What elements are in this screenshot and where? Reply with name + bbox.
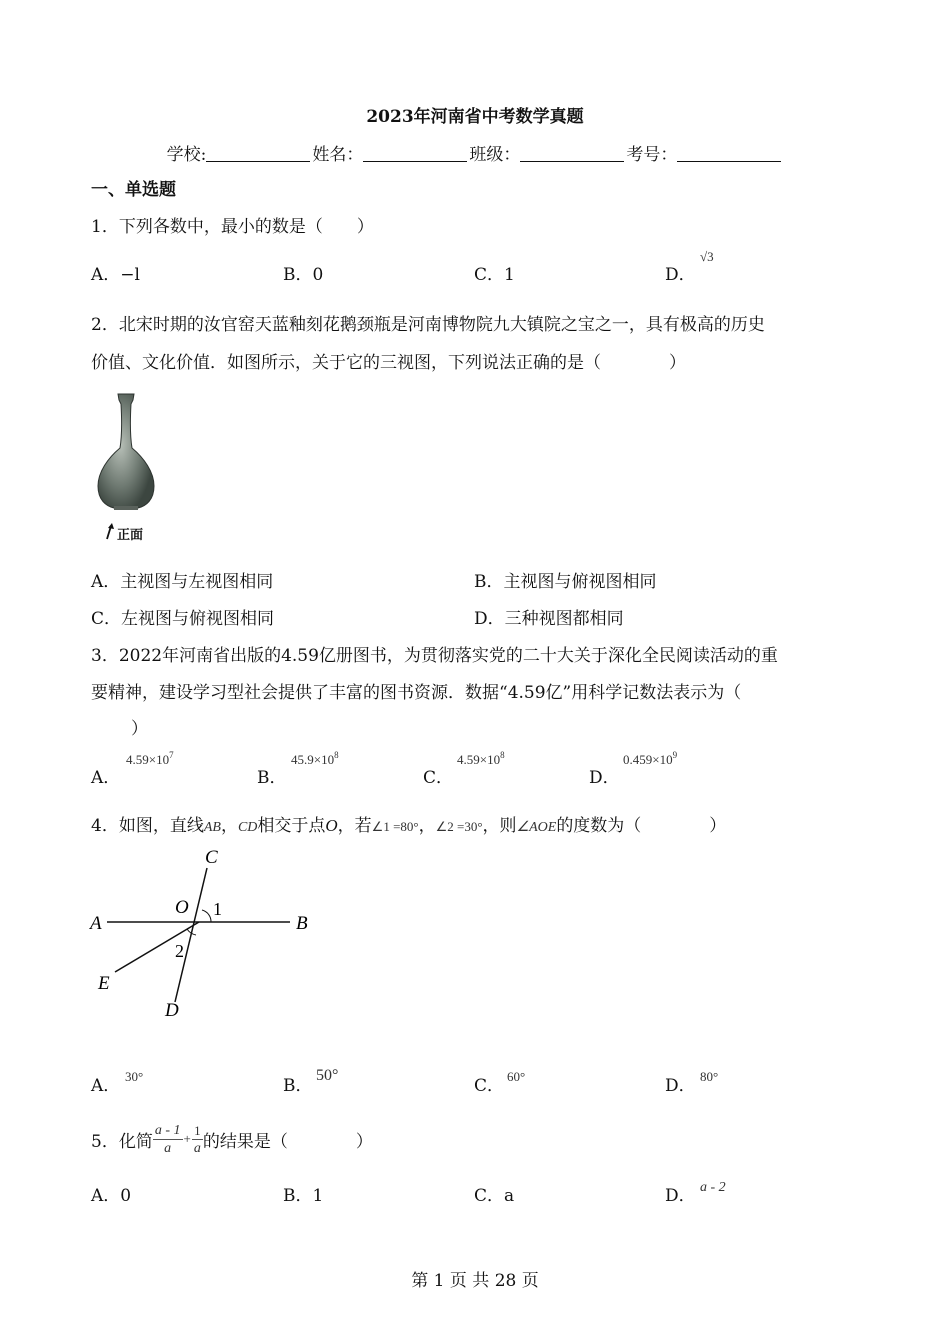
q3-option-b: B．	[257, 768, 287, 788]
label-e: E	[98, 973, 110, 994]
q5-option-d: D．	[665, 1186, 696, 1206]
q4-option-d: D．	[665, 1076, 696, 1096]
q3-option-c: C．	[423, 768, 454, 788]
q2-option-c: C．左视图与俯视图相同	[91, 609, 275, 629]
label-2: 2	[175, 941, 184, 961]
q4-math-angle2: ∠2 =30°	[435, 819, 483, 834]
q5-fraction-1: $\frac{a - 1}{a}$	[154, 1122, 181, 1156]
name-label: 姓名：	[312, 145, 364, 165]
question-2-line-2: 价值、文化价值．如图所示，关于它的三视图，下列说法正确的是（ ）	[91, 353, 686, 373]
question-3-line-3: ）	[131, 719, 148, 739]
page-title: 2023年河南省中考数学真题	[366, 107, 584, 127]
q4-math-o: O	[325, 816, 338, 835]
q4-option-d-math: 80°	[700, 1069, 719, 1084]
question-5-text: 5．化简 $\frac{a - 1}{a}$ + $\frac{1}{a}$ 的结果是（ ）	[91, 1122, 373, 1156]
q1-option-b: B．0	[283, 265, 324, 285]
school-blank	[206, 147, 310, 162]
q3-option-c-math: $4.59\times 10^8$	[457, 750, 505, 767]
q3-option-b-math: $45.9\times 10^8$	[291, 750, 339, 767]
q4-option-b-math: 50°	[316, 1067, 339, 1084]
vase-image	[94, 392, 164, 542]
exam-number-blank	[677, 147, 781, 162]
label-o: O	[175, 897, 189, 918]
q4-option-b: B．	[283, 1076, 313, 1096]
student-info-line	[0, 140, 950, 165]
q5-option-d-math: a - 2	[700, 1180, 726, 1195]
q4-option-c-math: 60°	[507, 1069, 526, 1084]
question-2-line-1: 2．北宋时期的汝官窑天蓝釉刻花鹅颈瓶是河南博物院九大镇院之宝之一，具有极高的历史	[91, 315, 765, 335]
label-1: 1	[213, 899, 222, 919]
page-footer: 第 1 页 共 28 页	[411, 1271, 539, 1291]
q2-option-b: B．主视图与俯视图相同	[474, 572, 657, 592]
geometry-figure	[85, 840, 325, 1030]
question-4-text: 4．如图，直线AB，CD相交于点O，若∠1 =80°，∠2 =30°，则∠AOE的度数为（ ）	[91, 816, 727, 836]
label-c: C	[205, 847, 218, 868]
q3-option-d-math: $0.459\times 10^9$	[623, 750, 678, 767]
q5-plus: +	[183, 1131, 191, 1146]
label-a: A	[90, 913, 102, 934]
label-d: D	[165, 1000, 179, 1021]
q3-option-a: A．	[91, 768, 121, 788]
q1-option-d: D．	[665, 265, 696, 285]
q4-option-a-math: 30°	[125, 1069, 144, 1084]
q3-option-a-math: $4.59\times 10^7$	[126, 750, 174, 767]
q5-fraction-2: $\frac{1}{a}$	[193, 1122, 201, 1156]
q4-math-cd: CD	[237, 820, 258, 835]
q4-option-c: C．	[474, 1076, 505, 1096]
q1-option-c: C．1	[474, 265, 515, 285]
vase-image-caption: 正面	[117, 528, 144, 543]
class-label: 班级：	[469, 145, 521, 165]
question-3-line-1: 3．2022年河南省出版的4.59亿册图书，为贯彻落实党的二十大关于深化全民阅读活动的重	[91, 646, 778, 666]
arrow-up-icon	[104, 522, 116, 540]
q2-option-a: A．主视图与左视图相同	[91, 572, 274, 592]
q5-option-a: A．0	[91, 1186, 132, 1206]
name-blank	[363, 147, 467, 162]
q4-option-a: A．	[91, 1076, 121, 1096]
question-3-line-2: 要精神，建设学习型社会提供了丰富的图书资源．数据“4.59亿”用科学记数法表示为（	[91, 683, 742, 703]
q4-math-aoe: ∠AOE	[516, 820, 557, 835]
q5-option-b: B．1	[283, 1186, 324, 1206]
label-b: B	[296, 913, 308, 934]
exam-number-label: 考号：	[626, 145, 678, 165]
q1-option-d-math: √3	[700, 249, 714, 264]
q1-option-a: A．−l	[91, 265, 140, 285]
question-1-text: 1．下列各数中，最小的数是（ ）	[91, 217, 374, 237]
line-cd	[175, 868, 207, 1002]
class-blank	[520, 147, 624, 162]
q4-math-angle1: ∠1 =80°	[371, 819, 419, 834]
q5-option-c: C．a	[474, 1186, 515, 1206]
school-label: 学校:	[166, 145, 207, 165]
q2-option-d: D．三种视图都相同	[474, 609, 624, 629]
q3-option-d: D．	[589, 768, 620, 788]
ray-oe	[115, 922, 199, 972]
angle-1-arc	[202, 910, 211, 922]
q4-math-ab: AB	[203, 820, 221, 835]
section-heading: 一、单选题	[91, 180, 176, 200]
